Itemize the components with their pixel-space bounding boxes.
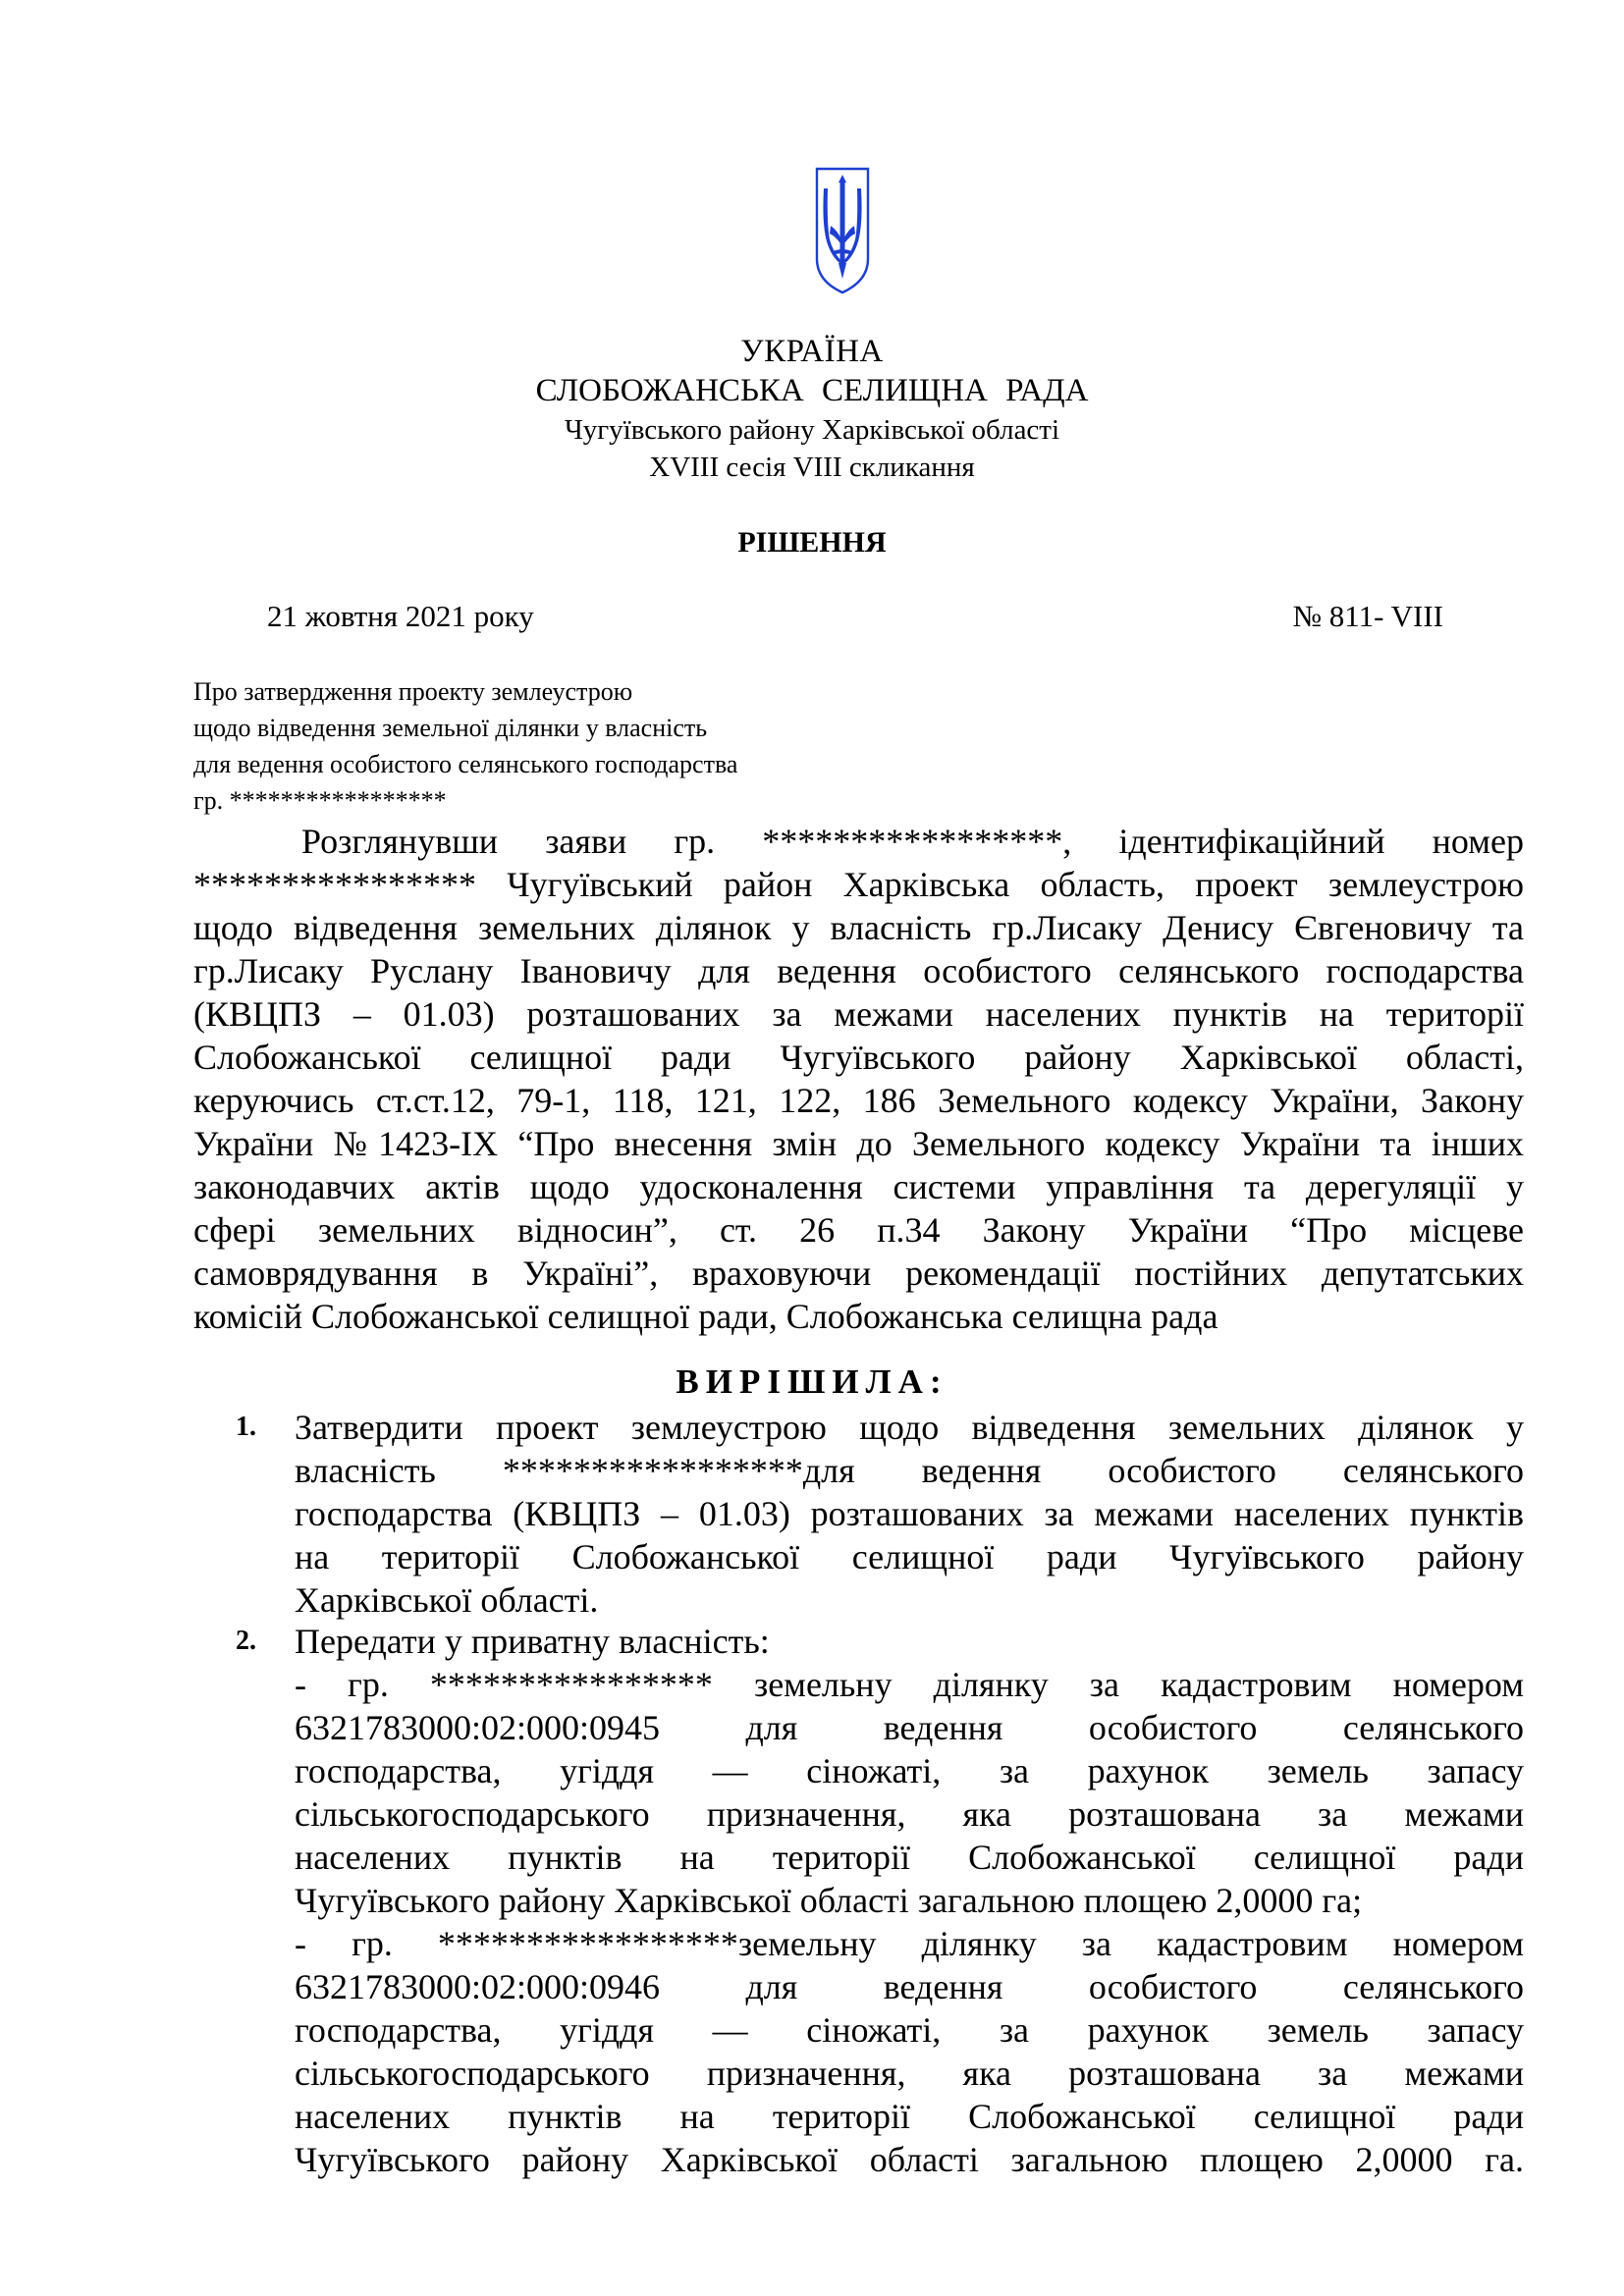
subject-line: для ведення особистого селянського господарства bbox=[193, 750, 738, 778]
preamble-line: України №1423-IX “Про внесення змін до Земельного кодексу України та інших bbox=[193, 1124, 1524, 1163]
item-line: на території Слобожанської селищної ради Чугуївського району bbox=[295, 1537, 1524, 1576]
preamble-line: **************** Чугуївський район Харківська область, проект землеустрою bbox=[193, 865, 1524, 904]
coat-of-arms-icon bbox=[813, 165, 872, 296]
decision-item-1 bbox=[236, 1406, 1524, 1622]
plot-line: сільськогосподарського призначення, яка розташована за межами bbox=[295, 2054, 1524, 2093]
header-council: СЛОБОЖАНСЬКА СЕЛИЩНА РАДА bbox=[535, 373, 1089, 408]
preamble-line: керуючись ст.ст.12, 79-1, 118, 121, 122, 186 Земельного кодексу України, Закону bbox=[193, 1081, 1524, 1120]
plot-line: населених пунктів на території Слобожанської селищної ради bbox=[295, 2097, 1524, 2136]
land-plot-entry bbox=[295, 1663, 1524, 1922]
plot-line: Чугуївського району Харківської області загальною площею 2,0000 га. bbox=[295, 2140, 1524, 2179]
preamble-line: гр.Лисаку Руслану Івановичу для ведення особистого селянського господарства bbox=[193, 951, 1524, 990]
preamble-line: комісій Слобожанської селищної ради, Слобожанська селищна рада bbox=[193, 1297, 1218, 1336]
subject-line: щодо відведення земельної ділянки у власність bbox=[193, 714, 708, 742]
decision-subject bbox=[193, 673, 979, 819]
preamble-line: самоврядування в Україні”, враховуючи рекомендації постійних депутатських bbox=[193, 1254, 1524, 1293]
item-number: 2. bbox=[236, 1626, 256, 1656]
land-plot-entry bbox=[295, 1922, 1524, 2181]
preamble-line: законодавчих актів щодо удосконалення системи управління та дерегуляції у bbox=[193, 1167, 1524, 1206]
item-line: Затвердити проект землеустрою щодо відведення земельних ділянок у bbox=[295, 1408, 1524, 1447]
decision-number: № 811- VIII bbox=[1292, 599, 1443, 633]
decision-date: 21 жовтня 2021 року bbox=[267, 599, 534, 633]
preamble-line: сфері земельних відносин”, ст. 26 п.34 Закону України “Про місцеве bbox=[193, 1210, 1524, 1250]
item-line: Передати у приватну власність: bbox=[295, 1622, 770, 1661]
preamble-line: щодо відведення земельних ділянок у власність гр.Лисаку Денису Євгеновичу та bbox=[193, 908, 1524, 947]
plot-line: - гр. *****************земельну ділянку за кадастровим номером bbox=[295, 1924, 1524, 1963]
item-line: господарства (КВЦПЗ – 01.03) розташованих за межами населених пунктів bbox=[295, 1494, 1524, 1533]
preamble-line: Слобожанської селищної ради Чугуївського району Харківської області, bbox=[193, 1038, 1524, 1077]
header-country: УКРАЇНА bbox=[740, 334, 884, 369]
preamble-paragraph bbox=[193, 820, 1524, 1338]
subject-line: гр. ***************** bbox=[193, 786, 447, 815]
item-number: 1. bbox=[236, 1412, 256, 1442]
plot-line: - гр. **************** земельну ділянку за кадастровим номером bbox=[295, 1665, 1524, 1704]
item-line: власність *****************для ведення особистого селянського bbox=[295, 1451, 1524, 1490]
plot-line: населених пунктів на території Слобожанської селищної ради bbox=[295, 1838, 1524, 1877]
plot-line: господарства, угіддя — сіножаті, за рахунок земель запасу bbox=[295, 1751, 1524, 1790]
header-session: XVIII сесія VIII скликання bbox=[649, 452, 975, 483]
plot-line: 6321783000:02:000:0945 для ведення особистого селянського bbox=[295, 1708, 1524, 1747]
plot-line: 6321783000:02:000:0946 для ведення особистого селянського bbox=[295, 1967, 1524, 2006]
decision-item-2 bbox=[236, 1620, 1524, 1663]
preamble-line: (КВЦПЗ – 01.03) розташованих за межами населених пунктів на території bbox=[193, 994, 1524, 1034]
plot-line: господарства, угіддя — сіножаті, за рахунок земель запасу bbox=[295, 2010, 1524, 2050]
subject-line: Про затвердження проекту землеустрою bbox=[193, 677, 633, 706]
plot-line: Чугуївського району Харківської області загальною площею 2,0000 га; bbox=[295, 1881, 1363, 1920]
decided-heading: ВИРІШИЛА: bbox=[676, 1362, 948, 1401]
item-line: Харківської області. bbox=[295, 1580, 599, 1620]
document-title: РІШЕННЯ bbox=[737, 526, 887, 559]
header-district: Чугуївського району Харківської області bbox=[564, 414, 1060, 446]
plot-line: сільськогосподарського призначення, яка розташована за межами bbox=[295, 1794, 1524, 1834]
preamble-line: Розглянувши заяви гр. *****************, ідентифікаційний номер bbox=[301, 822, 1524, 861]
